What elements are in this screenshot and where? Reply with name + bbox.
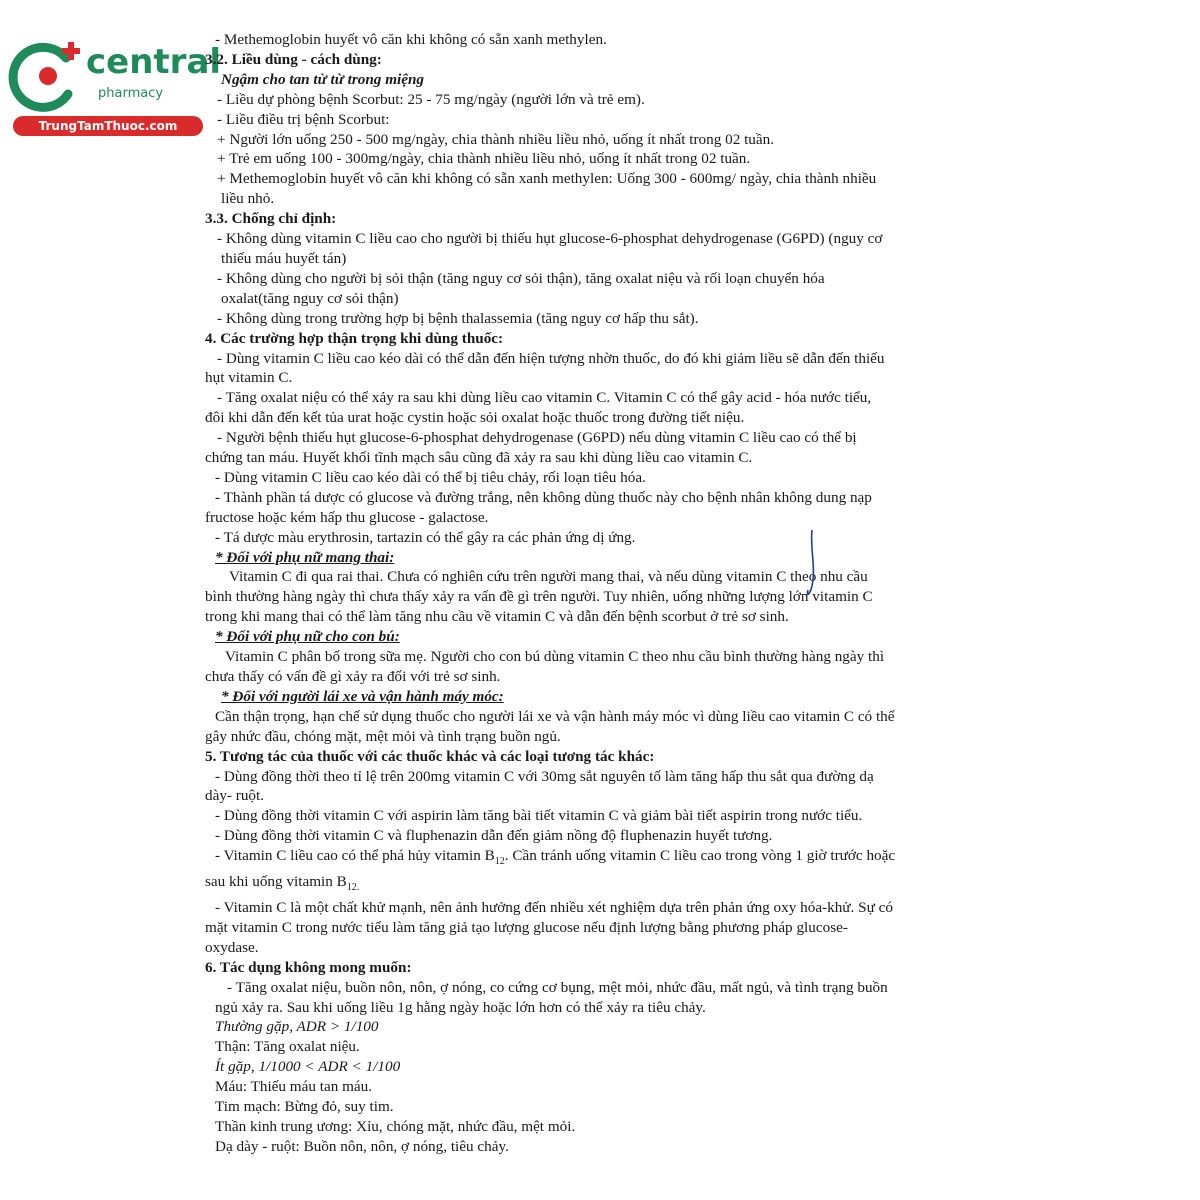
text-line: + Người lớn uống 250 - 500 mg/ngày, chia thành nhiều liều nhỏ, uống ít nhất trong 02 tuần. [217,130,775,148]
text-line: - Không dùng vitamin C liều cao cho người bị thiếu hụt glucose-6-phosphat dehydrogenase (G6PD) (nguy cơ [217,230,883,248]
text-line: Thận: Tăng oxalat niệu. [215,1038,360,1056]
subheading: Ngậm cho tan từ từ trong miệng [221,70,425,88]
section-heading: 4. Các trường hợp thận trọng khi dùng thuốc: [205,329,504,347]
text-line: - Dùng đồng thời theo tỉ lệ trên 200mg vitamin C với 30mg sắt nguyên tố làm tăng hấp thu sắt qua đường dạ [215,767,874,785]
text-line [205,872,1000,898]
text-line: + Trẻ em uống 100 - 300mg/ngày, chia thành nhiều liều nhỏ, uống ít nhất trong 02 tuần. [217,150,751,168]
text-line: Vitamin C phân bố trong sữa mẹ. Người cho con bú dùng vitamin C theo nhu cầu bình thường hàng ngày thì [225,648,885,666]
text-fragment: . Cần tránh uống vitamin C liều cao trong vòng 1 giờ trước hoặc [504,847,896,865]
text-line: - Tăng oxalat niệu, buồn nôn, nôn, ợ nóng, co cứng cơ bụng, mệt mỏi, nhức đầu, mất ngủ, và tình trạng buồn [227,978,888,996]
pharmacy-cross-icon [8,36,88,116]
text-line: Tim mạch: Bừng đỏ, suy tim. [215,1098,394,1116]
text-line: Vitamin C đi qua rai thai. Chưa có nghiên cứu trên người mang thai, và nếu dùng vitamin C theo nhu cầu [229,568,868,586]
section-heading: 6. Tác dụng không mong muốn: [205,958,412,976]
text-line: - Dùng đồng thời vitamin C với aspirin làm tăng bài tiết vitamin C và giảm bài tiết aspirin trong nước tiểu. [215,807,863,825]
text-line [205,846,1000,872]
subscript: 12 [494,856,505,868]
text-line: + Methemoglobin huyết vô căn khi không có sẵn xanh methylen: Uống 300 - 600mg/ ngày, chia thành nhiều [217,170,877,188]
text-line: - Không dùng trong trường hợp bị bệnh thalassemia (tăng nguy cơ hấp thu sắt). [217,309,699,327]
text-line: thiếu máu huyết tán) [221,249,347,267]
document-page [205,30,1000,1157]
frequency-heading: Thường gặp, ADR > 1/100 [215,1018,379,1036]
text-line: - Liều dự phòng bệnh Scorbut: 25 - 75 mg/ngày (người lớn và trẻ em). [217,90,645,108]
logo-sub-text: pharmacy [98,86,164,101]
text-fragment: - Vitamin C liều cao có thể phá hủy vitamin B [215,847,495,865]
text-line: hụt vitamin C. [205,369,293,387]
frequency-heading: Ít gặp, 1/1000 < ADR < 1/100 [215,1058,401,1076]
text-line: ngủ xảy ra. Sau khi uống liều 1g hằng ngày hoặc lớn hơn có thể xảy ra tiêu chảy. [215,998,706,1016]
text-line: oxalat(tăng nguy cơ sỏi thận) [221,289,399,307]
section-heading: 3.2. Liều dùng - cách dùng: [205,50,382,68]
text-line: - Người bệnh thiếu hụt glucose-6-phosphat dehydrogenase (G6PD) nếu dùng vitamin C liều cao có thể bị [217,429,857,447]
subheading: * Đối với phụ nữ mang thai: [215,548,395,566]
text-line: - Methemoglobin huyết vô căn khi không có sẵn xanh methylen. [215,31,607,48]
text-line: đôi khi dẫn đến kết tủa urat hoặc cystin hoặc sỏi oxalat hoặc thuốc trong đường tiết niệu. [205,409,745,427]
text-line: Cần thận trọng, hạn chế sử dụng thuốc cho người lái xe và vận hành máy móc vì dùng liều cao vitamin C có thể [215,707,895,725]
text-line: - Tá dược màu erythrosin, tartazin có thể gây ra các phản ứng dị ứng. [215,528,636,546]
text-line: bình thường hàng ngày thì chưa thấy xảy ra vấn đề gì trên người. Tuy nhiên, uống những lượng lớn vitamin C [205,588,873,606]
text-line: - Dùng vitamin C liều cao kéo dài có thể dẫn đến hiện tượng nhờn thuốc, do đó khi giảm liều sẽ dẫn đến thiếu [217,349,885,367]
text-line: mặt vitamin C trong nước tiểu làm tăng giả tạo lượng glucose nếu định lượng bằng phương pháp glucose- [205,918,848,936]
handwritten-mark-icon [798,528,828,608]
text-line: - Dùng vitamin C liều cao kéo dài có thể bị tiêu chảy, rối loạn tiêu hóa. [215,468,646,486]
text-line: Máu: Thiếu máu tan máu. [215,1078,373,1096]
subscript: 12. [346,882,360,894]
text-line: liều nhỏ. [221,190,275,208]
text-fragment: sau khi uống vitamin B [205,873,347,891]
text-line: oxydase. [205,938,259,956]
text-line: dày- ruột. [205,787,265,805]
text-line: trong khi mang thai có thể làm tăng nhu cầu về vitamin C và dẫn đến bệnh scorbut ở trẻ sơ sinh. [205,608,789,626]
text-line: - Vitamin C là một chất khử mạnh, nên ảnh hưởng đến nhiều xét nghiệm dựa trên phản ứng oxy hóa-khử. Sự có [215,899,893,917]
text-line: - Không dùng cho người bị sỏi thận (tăng nguy cơ sỏi thận), tăng oxalat niệu và rối loạn chuyển hóa [217,269,825,287]
section-heading: 5. Tương tác của thuốc với các thuốc khác và các loại tương tác khác: [205,747,655,765]
text-line: - Liều điều trị bệnh Scorbut: [217,110,390,128]
text-line: chưa thấy có vấn đề gì xảy ra đối với trẻ sơ sinh. [205,668,501,685]
logo-brand-text: central [86,42,222,82]
text-line: - Dùng đồng thời vitamin C và fluphenazin dẫn đến giảm nồng độ fluphenazin huyết tương. [215,827,773,845]
text-line: Thần kinh trung ương: Xỉu, chóng mặt, nhức đầu, mệt mỏi. [215,1118,576,1135]
text-line: - Thành phần tá dược có glucose và đường trắng, nên không dùng thuốc này cho bệnh nhân không dung nạp [215,488,872,506]
text-line: - Tăng oxalat niệu có thể xảy ra sau khi dùng liều cao vitamin C. Vitamin C có thể gây acid - hóa nước tiểu, [217,389,872,407]
section-heading: 3.3. Chống chỉ định: [205,210,337,228]
subheading: * Đối với người lái xe và vận hành máy móc: [221,687,504,705]
text-line: fructose hoặc kém hấp thu glucose - galactose. [205,508,489,526]
subheading: * Đối với phụ nữ cho con bú: [215,628,400,646]
text-line: chứng tan máu. Huyết khối tĩnh mạch sâu cũng đã xảy ra sau khi dùng liều cao vitamin C. [205,449,753,467]
text-line: Dạ dày - ruột: Buồn nôn, nôn, ợ nóng, tiêu chảy. [215,1137,509,1155]
central-pharmacy-logo [8,36,222,136]
logo-website-tag: TrungTamThuoc.com [13,116,203,136]
text-line: gây nhức đầu, chóng mặt, mệt mỏi và tình trạng buồn ngủ. [205,727,561,745]
